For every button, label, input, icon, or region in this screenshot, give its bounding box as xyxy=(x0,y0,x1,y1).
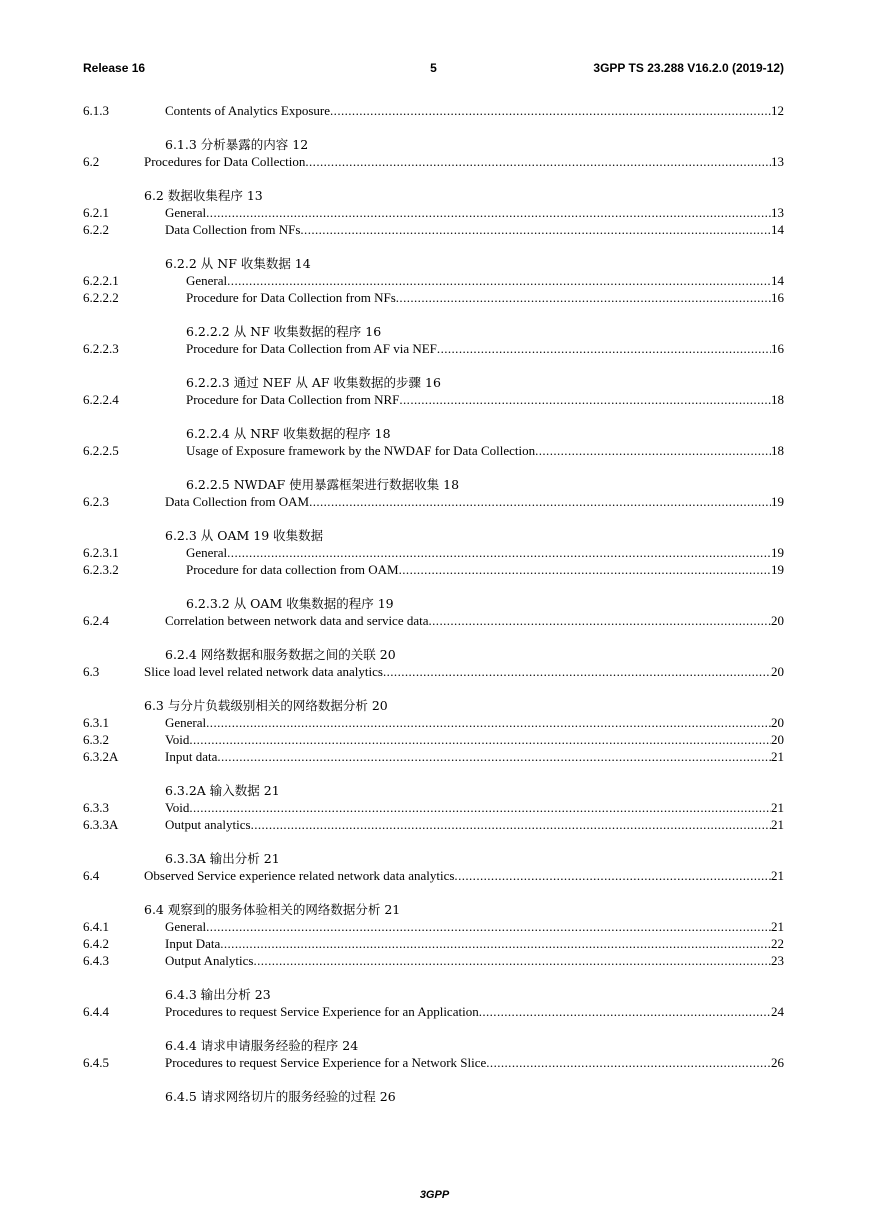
toc-entry-page: 16 xyxy=(771,290,784,305)
toc-entry-number: 6.4.1 xyxy=(83,919,109,934)
toc-entry-title: Contents of Analytics Exposure xyxy=(165,103,331,118)
toc-entry-title: Procedure for Data Collection from NRF xyxy=(186,392,400,407)
toc-entry[interactable] xyxy=(83,442,784,459)
toc-entry-page: 16 xyxy=(771,341,784,356)
toc-entry-title: Procedures for Data Collection xyxy=(144,154,306,169)
toc-entry[interactable] xyxy=(83,799,784,816)
toc-entry-page: 21 xyxy=(771,749,784,764)
toc-translation: 6.3.3A 输出分析 21 xyxy=(165,851,280,866)
toc-entry-title: Data Collection from NFs xyxy=(165,222,301,237)
toc-translation: 6.4.4 请求申请服务经验的程序 24 xyxy=(165,1038,359,1053)
toc-entry-number: 6.3.2A xyxy=(83,749,119,764)
toc-entry-title: Procedure for data collection from OAM xyxy=(186,562,399,577)
toc-entry-body xyxy=(165,952,784,969)
toc-entry-number: 6.4 xyxy=(83,868,100,883)
toc-entry-body xyxy=(165,221,784,238)
toc-translation: 6.2.2.3 通过 NEF 从 AF 收集数据的步骤 16 xyxy=(186,375,441,390)
toc-entry[interactable] xyxy=(83,918,784,935)
toc-entry[interactable] xyxy=(83,731,784,748)
toc-translation: 6.2.2 从 NF 收集数据 14 xyxy=(165,256,311,271)
toc-dot-leader xyxy=(206,918,771,935)
toc-entry-page: 19 xyxy=(771,562,784,577)
toc-entry-page: 20 xyxy=(771,715,784,730)
toc-entry-page: 19 xyxy=(771,494,784,509)
toc-translation: 6.2.3.2 从 OAM 收集数据的程序 19 xyxy=(186,596,394,611)
toc-entry-title: Input data xyxy=(165,749,218,764)
toc-dot-leader xyxy=(535,442,771,459)
toc-entry-number: 6.2.2.5 xyxy=(83,443,119,458)
toc-entry-number: 6.4.3 xyxy=(83,953,109,968)
toc-dot-leader xyxy=(454,867,771,884)
toc-entry[interactable] xyxy=(83,544,784,561)
toc-entry[interactable] xyxy=(83,816,784,833)
toc-entry[interactable] xyxy=(83,867,784,884)
toc-entry[interactable] xyxy=(83,289,784,306)
page-footer: 3GPP xyxy=(419,1189,450,1201)
toc-translation: 6.4 观察到的服务体验相关的网络数据分析 21 xyxy=(144,902,401,917)
toc-entry-number: 6.2.2.1 xyxy=(83,273,119,288)
toc-entry-title: Procedures to request Service Experience for an Application xyxy=(165,1004,479,1019)
toc-translation: 6.2.2.4 从 NRF 收集数据的程序 18 xyxy=(186,426,391,441)
toc-entry-title: Procedure for Data Collection from NFs xyxy=(186,290,396,305)
toc-dot-leader xyxy=(479,1003,771,1020)
toc-entry-page: 21 xyxy=(771,919,784,934)
toc-entry-page: 20 xyxy=(771,664,784,679)
release-label: Release 16 xyxy=(83,61,146,75)
toc-entry-body xyxy=(165,612,784,629)
toc-entry[interactable] xyxy=(83,221,784,238)
toc-entry-body xyxy=(186,289,784,306)
toc-entry[interactable] xyxy=(83,663,784,680)
toc-entry-body xyxy=(165,799,784,816)
toc-entry[interactable] xyxy=(83,153,784,170)
toc-entry-number: 6.2.2.4 xyxy=(83,392,119,407)
toc-dot-leader xyxy=(227,544,771,561)
toc-entry-page: 18 xyxy=(771,392,784,407)
toc-entry-body xyxy=(165,493,784,510)
toc-entry-page: 21 xyxy=(771,800,784,815)
toc-dot-leader xyxy=(253,952,771,969)
toc-entry-number: 6.2.2.2 xyxy=(83,290,119,305)
toc-entry-number: 6.1.3 xyxy=(83,103,109,118)
toc-translation: 6.4.5 请求网络切片的服务经验的过程 26 xyxy=(165,1089,396,1104)
toc-entry-title: General xyxy=(186,545,228,560)
toc-dot-leader xyxy=(437,340,771,357)
toc-entry[interactable] xyxy=(83,561,784,578)
toc-entry-body xyxy=(144,663,784,680)
toc-entry-body xyxy=(186,272,784,289)
toc-entry[interactable] xyxy=(83,272,784,289)
toc-entry[interactable] xyxy=(83,391,784,408)
toc-entry-title: Output analytics xyxy=(165,817,251,832)
page-number: 5 xyxy=(430,61,437,75)
toc-translation: 6.2.3 从 OAM 19 收集数据 xyxy=(165,528,324,543)
toc-entry[interactable] xyxy=(83,204,784,221)
toc-dot-leader xyxy=(227,272,771,289)
toc-entry-body xyxy=(165,935,784,952)
toc-entry-title: Output Analytics xyxy=(165,953,254,968)
toc-entry-body xyxy=(165,1003,784,1020)
toc-entry-page: 14 xyxy=(771,273,784,288)
toc-entry-page: 21 xyxy=(771,817,784,832)
toc-translation: 6.2.2.5 NWDAF 使用暴露框架进行数据收集 18 xyxy=(186,477,460,492)
toc-translation: 6.2.2.2 从 NF 收集数据的程序 16 xyxy=(186,324,382,339)
toc-entry[interactable] xyxy=(83,493,784,510)
toc-entry-page: 23 xyxy=(771,953,784,968)
toc-translation: 6.3.2A 输入数据 21 xyxy=(165,783,280,798)
toc-entry-body xyxy=(165,731,784,748)
toc-entry-number: 6.2.3 xyxy=(83,494,109,509)
toc-entry-number: 6.3 xyxy=(83,664,100,679)
toc-entry-body xyxy=(186,561,784,578)
toc-entry-page: 19 xyxy=(771,545,784,560)
toc-entry-title: Observed Service experience related network data analytics xyxy=(144,868,455,883)
toc-entry-title: Void xyxy=(165,800,190,815)
toc-dot-leader xyxy=(220,935,771,952)
toc-entry-number: 6.3.3 xyxy=(83,800,109,815)
toc-entry-title: General xyxy=(186,273,228,288)
toc-translation: 6.4.3 输出分析 23 xyxy=(165,987,271,1002)
toc-entry-body xyxy=(165,918,784,935)
toc-entry-body xyxy=(165,102,784,119)
toc-entry-title: Slice load level related network data analytics xyxy=(144,664,383,679)
toc-entry-page: 14 xyxy=(771,222,784,237)
toc-dot-leader xyxy=(251,816,771,833)
toc-entry-body xyxy=(186,340,784,357)
toc-entry-title: General xyxy=(165,715,207,730)
toc-entry[interactable] xyxy=(83,714,784,731)
toc-entry[interactable] xyxy=(83,935,784,952)
toc-entry-number: 6.2.3.1 xyxy=(83,545,119,560)
toc-dot-leader xyxy=(300,221,771,238)
toc-entry-number: 6.3.1 xyxy=(83,715,109,730)
toc-entry-body xyxy=(144,867,784,884)
toc-dot-leader xyxy=(330,102,771,119)
toc-dot-leader xyxy=(486,1054,771,1071)
toc-entry-number: 6.2.3.2 xyxy=(83,562,119,577)
toc-entry-number: 6.4.4 xyxy=(83,1004,109,1019)
toc-entry-title: General xyxy=(165,919,207,934)
toc-entry-number: 6.4.5 xyxy=(83,1055,109,1070)
toc-entry-number: 6.2.1 xyxy=(83,205,109,220)
page-header xyxy=(83,61,784,79)
toc-entry-title: Data Collection from OAM xyxy=(165,494,310,509)
toc-translation: 6.1.3 分析暴露的内容 12 xyxy=(165,137,309,152)
toc-entry[interactable] xyxy=(83,952,784,969)
toc-entry[interactable] xyxy=(83,340,784,357)
toc-entry-page: 12 xyxy=(771,103,784,118)
toc-entry-number: 6.3.3A xyxy=(83,817,119,832)
toc-dot-leader xyxy=(399,561,771,578)
toc-entry-body xyxy=(186,391,784,408)
toc-entry-title: Input Data xyxy=(165,936,221,951)
toc-dot-leader xyxy=(429,612,772,629)
toc-entry-page: 26 xyxy=(771,1055,784,1070)
toc-entry-body xyxy=(165,714,784,731)
toc-dot-leader xyxy=(305,153,771,170)
toc-entry[interactable] xyxy=(83,1003,784,1020)
toc-entry-number: 6.2.2 xyxy=(83,222,109,237)
toc-entry-body xyxy=(165,204,784,221)
toc-entry[interactable] xyxy=(83,748,784,765)
toc-dot-leader xyxy=(399,391,771,408)
toc-entry-page: 24 xyxy=(771,1004,784,1019)
toc-entry[interactable] xyxy=(83,102,784,119)
toc-entry-number: 6.4.2 xyxy=(83,936,109,951)
toc-entry-number: 6.2.2.3 xyxy=(83,341,119,356)
toc-entry-page: 20 xyxy=(771,732,784,747)
toc-dot-leader xyxy=(189,799,771,816)
toc-entry-page: 22 xyxy=(771,936,784,951)
toc-entry-body xyxy=(165,1054,784,1071)
toc-entry[interactable] xyxy=(83,1054,784,1071)
toc-translation: 6.2.4 网络数据和服务数据之间的关联 20 xyxy=(165,647,396,662)
toc-entry-page: 21 xyxy=(771,868,784,883)
toc-entry-number: 6.3.2 xyxy=(83,732,109,747)
toc-entry-title: Correlation between network data and service data xyxy=(165,613,429,628)
toc-entry-body xyxy=(165,748,784,765)
toc-entry-body xyxy=(144,153,784,170)
toc-dot-leader xyxy=(206,204,771,221)
toc-dot-leader xyxy=(396,289,771,306)
toc-entry-page: 18 xyxy=(771,443,784,458)
toc-entry-title: Procedure for Data Collection from AF via NEF xyxy=(186,341,437,356)
toc-entry-number: 6.2.4 xyxy=(83,613,109,628)
toc-entry-title: General xyxy=(165,205,207,220)
toc-translation: 6.3 与分片负载级别相关的网络数据分析 20 xyxy=(144,698,388,713)
toc-dot-leader xyxy=(217,748,771,765)
toc-entry-title: Void xyxy=(165,732,190,747)
toc-entry-title: Usage of Exposure framework by the NWDAF for Data Collection xyxy=(186,443,536,458)
toc-dot-leader xyxy=(383,663,771,680)
toc-entry-page: 20 xyxy=(771,613,784,628)
toc-dot-leader xyxy=(189,731,771,748)
table-of-contents xyxy=(83,102,784,1105)
spec-identifier: 3GPP TS 23.288 V16.2.0 (2019-12) xyxy=(593,61,784,75)
toc-entry-body xyxy=(165,816,784,833)
toc-entry-page: 13 xyxy=(771,154,784,169)
toc-entry-title: Procedures to request Service Experience for a Network Slice xyxy=(165,1055,487,1070)
toc-dot-leader xyxy=(206,714,771,731)
toc-entry-body xyxy=(186,442,784,459)
toc-entry[interactable] xyxy=(83,612,784,629)
toc-dot-leader xyxy=(309,493,771,510)
toc-translation: 6.2 数据收集程序 13 xyxy=(144,188,263,203)
toc-entry-number: 6.2 xyxy=(83,154,100,169)
toc-entry-page: 13 xyxy=(771,205,784,220)
toc-entry-body xyxy=(186,544,784,561)
